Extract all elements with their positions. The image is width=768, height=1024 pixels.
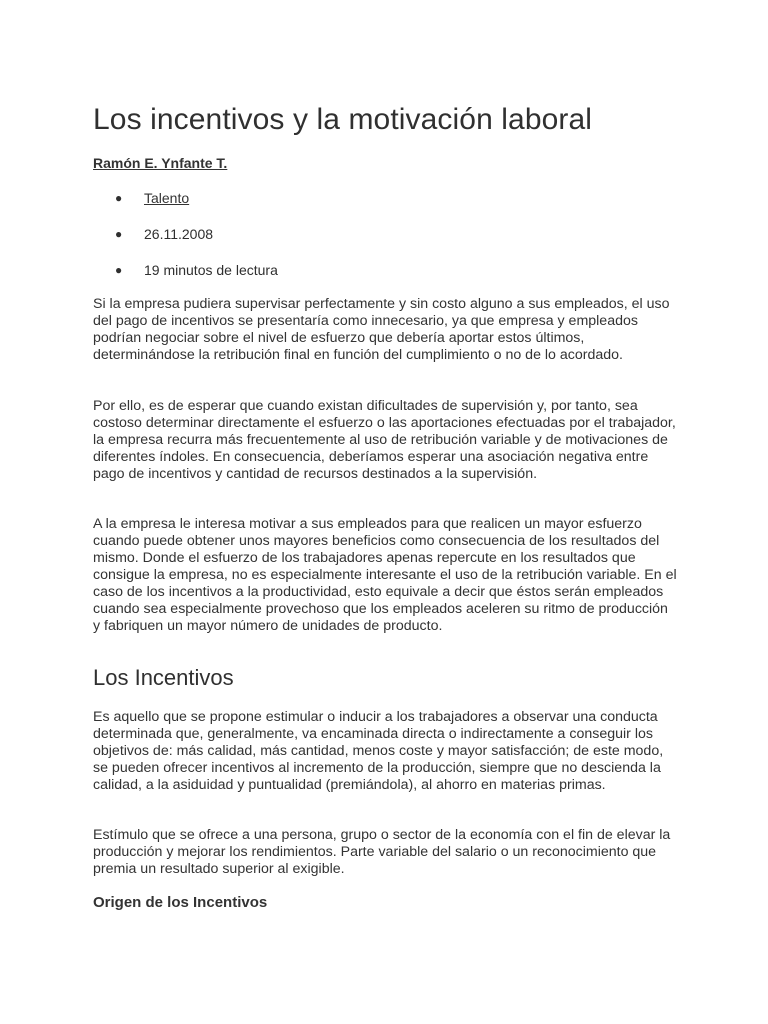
bullet-icon: ● [115, 227, 123, 241]
paragraph-2: Por ello, es de esperar que cuando existan dificultades de supervisión y, por tanto, sea costoso determinar directamente el esfuerzo o las aportaciones efectuadas por el trabajador, la empresa recurra más frecuentemente al uso de retribución variable y de motivaciones de diferentes índoles. En consecuencia, deberíamos esperar una asociación negativa entre pago de incentivos y cantidad de recursos destinados a la supervisión. [93, 398, 676, 482]
subsection-heading: Origen de los Incentivos [93, 894, 268, 911]
paragraph-3: A la empresa le interesa motivar a sus empleados para que realicen un mayor esfuerzo cuando puede obtener unos mayores beneficios como consecuencia de los resultados del mismo. Donde el esfuerzo de los trabajadores apenas repercute en los resultados que consigue la empresa, no es especialmente interesante el uso de la retribución variable. En el caso de los incentivos a la productividad, esto equivale a decir que éstos serán empleados cuando sea especialmente provechoso que los empleados aceleren su ritmo de producción y fabriquen un mayor número de unidades de producto. [93, 516, 677, 634]
section-paragraph-1: Es aquello que se propone estimular o inducir a los trabajadores a observar una conducta determinada que, generalmente, va encaminada directa o indirectamente a conseguir los objetivos de: más calidad, más cantidad, menos coste y mayor satisfacción; de este modo, se pueden ofrecer incentivos al incremento de la producción, siempre que no descienda la calidad, a la asiduidad y puntualidad (premiándola), al ahorro en materias primas. [93, 709, 664, 793]
section-paragraph-2: Estímulo que se ofrece a una persona, grupo o sector de la economía con el fin de elevar la producción y mejorar los rendimientos. Parte variable del salario o un reconocimiento que premia un resultado superior al exigible. [93, 827, 671, 877]
author-link[interactable]: Ramón E. Ynfante T. [93, 155, 228, 171]
reading-time: 19 minutos de lectura [144, 262, 278, 278]
category-link[interactable]: Talento [144, 190, 190, 206]
bullet-icon: ● [115, 191, 123, 205]
paragraph-1: Si la empresa pudiera supervisar perfectamente y sin costo alguno a sus empleados, el uso del pago de incentivos se presentaría como innecesario, ya que empresa y empleados podrían negociar sobre el nivel de esfuerzo que debería aportar estos últimos, determinándose la retribución final en función del cumplimiento o no de lo acordado. [93, 296, 670, 363]
bullet-icon: ● [115, 263, 123, 277]
section-heading: Los Incentivos [93, 665, 234, 690]
publish-date: 26.11.2008 [144, 226, 214, 242]
article-title: Los incentivos y la motivación laboral [93, 103, 593, 136]
